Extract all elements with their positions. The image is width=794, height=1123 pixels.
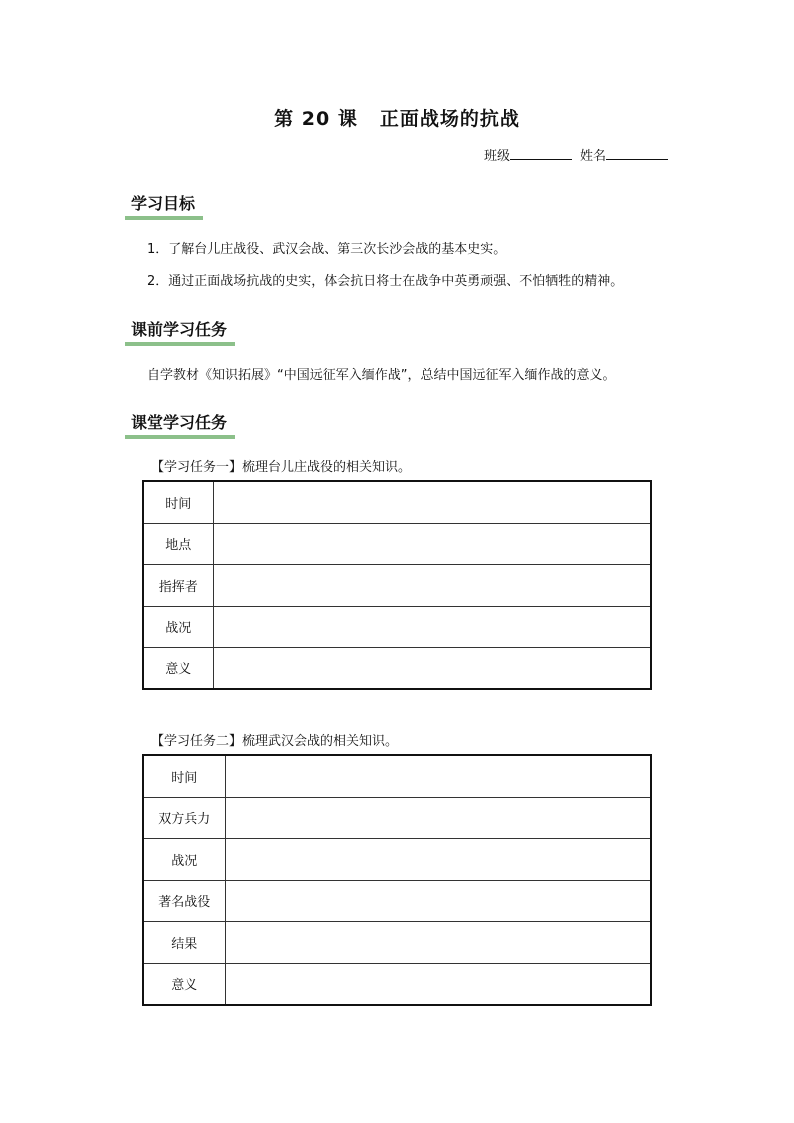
task1-label: 【学习任务一】梳理台儿庄战役的相关知识。 bbox=[151, 460, 412, 475]
row-label: 结果 bbox=[143, 921, 225, 963]
row-label: 时间 bbox=[143, 755, 225, 797]
table-row bbox=[143, 647, 651, 689]
answer-cell[interactable] bbox=[225, 921, 651, 963]
row-label: 时间 bbox=[143, 481, 213, 523]
objective-item: 1．了解台儿庄战役、武汉会战、第三次长沙会战的基本史实。 bbox=[147, 242, 507, 257]
row-label: 战况 bbox=[143, 838, 225, 880]
table-row bbox=[143, 523, 651, 564]
table-row bbox=[143, 755, 651, 797]
row-label: 战况 bbox=[143, 606, 213, 647]
row-label: 意义 bbox=[143, 963, 225, 1005]
class-blank[interactable] bbox=[510, 145, 572, 160]
answer-cell[interactable] bbox=[225, 880, 651, 921]
answer-cell[interactable] bbox=[225, 797, 651, 838]
table-row bbox=[143, 880, 651, 921]
lesson-number: 第 20 课 bbox=[274, 108, 358, 130]
student-info bbox=[484, 145, 676, 164]
row-label: 指挥者 bbox=[143, 564, 213, 606]
table-row bbox=[143, 481, 651, 523]
lesson-title: 正面战场的抗战 bbox=[379, 108, 520, 130]
answer-cell[interactable] bbox=[225, 963, 651, 1005]
answer-cell[interactable] bbox=[213, 523, 651, 564]
answer-cell[interactable] bbox=[225, 755, 651, 797]
table-row bbox=[143, 963, 651, 1005]
table-row bbox=[143, 838, 651, 880]
task2-label: 【学习任务二】梳理武汉会战的相关知识。 bbox=[151, 734, 399, 749]
name-label: 姓名 bbox=[580, 149, 607, 164]
objectives-heading: 学习目标 bbox=[125, 193, 203, 220]
table-row bbox=[143, 606, 651, 647]
table-row bbox=[143, 797, 651, 838]
name-blank[interactable] bbox=[606, 145, 668, 160]
answer-cell[interactable] bbox=[213, 564, 651, 606]
answer-cell[interactable] bbox=[213, 606, 651, 647]
task2-table bbox=[142, 754, 652, 1006]
answer-cell[interactable] bbox=[213, 647, 651, 689]
inclass-heading: 课堂学习任务 bbox=[125, 412, 235, 439]
preclass-task: 自学教材《知识拓展》“中国远征军入缅作战”，总结中国远征军入缅作战的意义。 bbox=[147, 368, 616, 383]
preclass-heading: 课前学习任务 bbox=[125, 319, 235, 346]
row-label: 著名战役 bbox=[143, 880, 225, 921]
task1-table bbox=[142, 480, 652, 690]
objective-item: 2．通过正面战场抗战的史实，体会抗日将士在战争中英勇顽强、不怕牺牲的精神。 bbox=[147, 274, 624, 289]
row-label: 意义 bbox=[143, 647, 213, 689]
class-label: 班级 bbox=[484, 149, 511, 164]
page-title bbox=[0, 104, 794, 131]
table-row bbox=[143, 564, 651, 606]
answer-cell[interactable] bbox=[213, 481, 651, 523]
table-row bbox=[143, 921, 651, 963]
row-label: 双方兵力 bbox=[143, 797, 225, 838]
answer-cell[interactable] bbox=[225, 838, 651, 880]
row-label: 地点 bbox=[143, 523, 213, 564]
